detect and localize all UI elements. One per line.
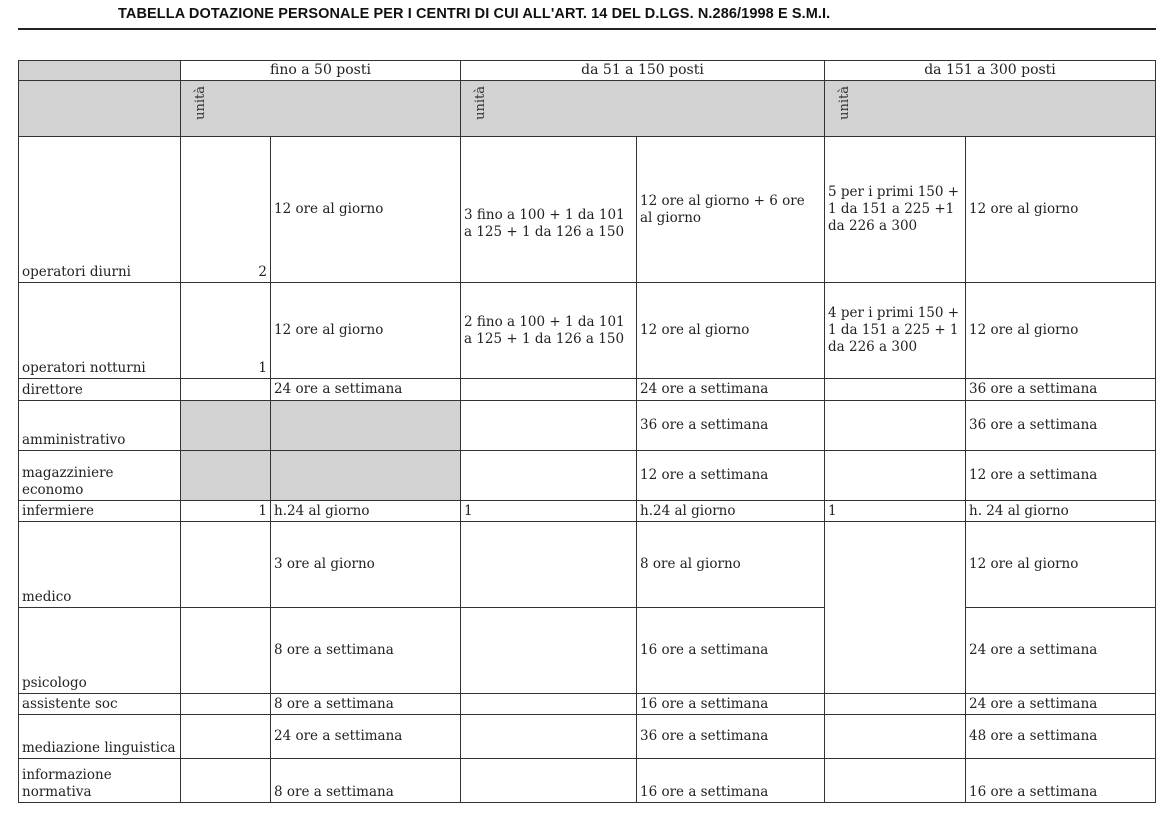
cell-hours-3: 48 ore a settimana xyxy=(966,715,1156,759)
cell-hours-1: h.24 al giorno xyxy=(271,501,461,522)
cell-unita-1: 1 xyxy=(181,283,271,379)
cell-hours-2: 12 ore al giorno xyxy=(637,283,825,379)
cell-hours-2: 12 ore al giorno + 6 ore al giorno xyxy=(637,137,825,283)
cell-hours-3: 24 ore a settimana xyxy=(966,608,1156,694)
cell-hours-2: 16 ore a settimana xyxy=(637,694,825,715)
table-row-amministrativo xyxy=(19,401,1156,451)
cell-hours-1: 8 ore a settimana xyxy=(271,608,461,694)
row-label: assistente soc xyxy=(19,694,181,715)
row-label: psicologo xyxy=(19,608,181,694)
cell-hours-1: 12 ore al giorno xyxy=(271,283,461,379)
cell-unita-2 xyxy=(461,608,637,694)
cell-hours-3: 12 ore al giorno xyxy=(966,283,1156,379)
cell-hours-1: 8 ore a settimana xyxy=(271,759,461,803)
row-label: amministrativo xyxy=(19,401,181,451)
table-row-infermiere xyxy=(19,501,1156,522)
cell-hours-2: h.24 al giorno xyxy=(637,501,825,522)
table-row-direttore xyxy=(19,379,1156,401)
unita-label-1: unità xyxy=(193,85,208,120)
unita-label-3: unità xyxy=(837,85,852,120)
cell-hours-3: 36 ore a settimana xyxy=(966,379,1156,401)
table-row-medico xyxy=(19,522,1156,608)
cell-unita-2 xyxy=(461,401,637,451)
row-label: mediazione linguistica xyxy=(19,715,181,759)
cell-unita-2 xyxy=(461,694,637,715)
cell-hours-2: 16 ore a settimana xyxy=(637,759,825,803)
header-unita-2 xyxy=(461,81,825,137)
cell-unita-1 xyxy=(181,759,271,803)
cell-hours-3: h. 24 al giorno xyxy=(966,501,1156,522)
cell-unita-2 xyxy=(461,451,637,501)
cell-unita-1 xyxy=(181,608,271,694)
cell-unita-2 xyxy=(461,715,637,759)
cell-unita-2: 2 fino a 100 + 1 da 101 a 125 + 1 da 126 a 150 xyxy=(461,283,637,379)
cell-hours-3: 24 ore a settimana xyxy=(966,694,1156,715)
cell-unita-3: 1 xyxy=(825,501,966,522)
cell-unita-2 xyxy=(461,759,637,803)
cell-unita-1: 1 xyxy=(181,501,271,522)
cell-hours-3: 12 ore al giorno xyxy=(966,522,1156,608)
header-group-2: da 51 a 150 posti xyxy=(461,61,825,81)
cell-unita-3 xyxy=(825,451,966,501)
cell-hours-2: 12 ore a settimana xyxy=(637,451,825,501)
cell-unita-1 xyxy=(181,401,271,451)
header-unita-corner xyxy=(19,81,181,137)
table-row-magazziniere xyxy=(19,451,1156,501)
cell-unita-3 xyxy=(825,379,966,401)
cell-unita-3 xyxy=(825,715,966,759)
header-group-3: da 151 a 300 posti xyxy=(825,61,1156,81)
table-row-operatori-diurni xyxy=(19,137,1156,283)
table-row-mediazione xyxy=(19,715,1156,759)
cell-hours-1: 24 ore a settimana xyxy=(271,379,461,401)
title-underline xyxy=(18,28,1156,30)
table-row-informazione xyxy=(19,759,1156,803)
cell-unita-1 xyxy=(181,379,271,401)
cell-unita-2 xyxy=(461,522,637,608)
row-label: medico xyxy=(19,522,181,608)
table-row-psicologo xyxy=(19,608,1156,694)
row-label: direttore xyxy=(19,379,181,401)
cell-hours-3: 16 ore a settimana xyxy=(966,759,1156,803)
header-row-unita xyxy=(19,81,1156,137)
table-row-assistente-soc xyxy=(19,694,1156,715)
row-label: operatori notturni xyxy=(19,283,181,379)
row-label: magazziniere economo xyxy=(19,451,181,501)
cell-hours-1 xyxy=(271,451,461,501)
document-title: TABELLA DOTAZIONE PERSONALE PER I CENTRI DI CUI ALL'ART. 14 DEL D.LGS. N.286/1998 E S.M.I. xyxy=(118,6,831,22)
cell-unita-3 xyxy=(825,759,966,803)
staffing-table xyxy=(18,60,1156,803)
row-label: operatori diurni xyxy=(19,137,181,283)
cell-hours-2: 36 ore a settimana xyxy=(637,715,825,759)
cell-unita-3 xyxy=(825,401,966,451)
header-unita-3 xyxy=(825,81,1156,137)
cell-hours-1: 8 ore a settimana xyxy=(271,694,461,715)
cell-hours-1: 12 ore al giorno xyxy=(271,137,461,283)
cell-hours-1 xyxy=(271,401,461,451)
unita-label-2: unità xyxy=(473,85,488,120)
cell-unita-1 xyxy=(181,694,271,715)
cell-hours-2: 36 ore a settimana xyxy=(637,401,825,451)
header-group-1: fino a 50 posti xyxy=(181,61,461,81)
cell-unita-3: 4 per i primi 150 + 1 da 151 a 225 + 1 da 226 a 300 xyxy=(825,283,966,379)
cell-unita-2 xyxy=(461,379,637,401)
cell-hours-3: 12 ore al giorno xyxy=(966,137,1156,283)
cell-unita-1 xyxy=(181,451,271,501)
cell-hours-2: 16 ore a settimana xyxy=(637,608,825,694)
cell-unita-3 xyxy=(825,522,966,694)
cell-hours-3: 12 ore a settimana xyxy=(966,451,1156,501)
cell-unita-1: 2 xyxy=(181,137,271,283)
cell-unita-2: 3 fino a 100 + 1 da 101 a 125 + 1 da 126 a 150 xyxy=(461,137,637,283)
table-row-operatori-notturni xyxy=(19,283,1156,379)
cell-unita-1 xyxy=(181,522,271,608)
cell-unita-3 xyxy=(825,694,966,715)
cell-unita-3: 5 per i primi 150 + 1 da 151 a 225 +1 da 226 a 300 xyxy=(825,137,966,283)
row-label: informazione normativa xyxy=(19,759,181,803)
row-label: infermiere xyxy=(19,501,181,522)
cell-hours-2: 24 ore a settimana xyxy=(637,379,825,401)
cell-hours-1: 24 ore a settimana xyxy=(271,715,461,759)
header-unita-1 xyxy=(181,81,461,137)
header-corner xyxy=(19,61,181,81)
cell-unita-2: 1 xyxy=(461,501,637,522)
header-row-groups xyxy=(19,61,1156,81)
cell-hours-2: 8 ore al giorno xyxy=(637,522,825,608)
cell-hours-1: 3 ore al giorno xyxy=(271,522,461,608)
cell-hours-3: 36 ore a settimana xyxy=(966,401,1156,451)
cell-unita-1 xyxy=(181,715,271,759)
